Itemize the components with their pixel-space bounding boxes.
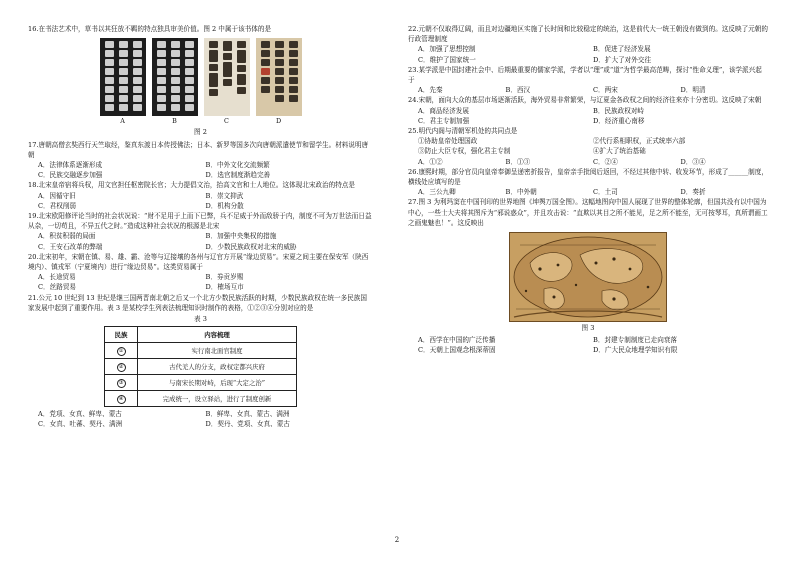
table-row [105, 375, 297, 391]
row-content: 古代羌人的分支，政权定都兴庆府 [138, 359, 297, 375]
q19-option-a: A．积贫积弱的局面 [38, 232, 96, 241]
q21-options [28, 409, 373, 429]
q23-option-b: B．西汉 [505, 86, 531, 95]
q18-option-d: D．机构分散 [205, 201, 244, 210]
figure-label-d: D [275, 117, 282, 126]
q22-option-d: D．扩大了对外交往 [593, 55, 652, 64]
table-row [105, 343, 297, 359]
q25-statement-2: ②代行系相职权，正式统率六部 [593, 137, 686, 146]
q24-options [408, 106, 768, 126]
left-column [28, 24, 373, 430]
figure-2-caption: 图 2 [194, 128, 207, 137]
q27-option-b: B．封建专制制度已走向衰落 [593, 336, 677, 345]
table-row [105, 391, 297, 407]
q25-option-a: A．①② [418, 157, 443, 166]
q20-option-b: B．券贡岁赐 [205, 273, 244, 282]
world-map-drawing [510, 233, 666, 321]
right-column [408, 24, 768, 356]
figure-label-b: B [172, 117, 177, 126]
page-number: 2 [394, 536, 400, 544]
q17-option-d: D．选官制度渐趋完善 [205, 171, 271, 180]
q25-options [408, 157, 768, 167]
table-header-row [105, 327, 297, 343]
q18-option-b: B．崇文抑武 [205, 191, 244, 200]
row-number: ① [117, 347, 126, 356]
row-content: 实行南北面官制度 [138, 343, 297, 359]
q22-option-b: B．促进了经济发展 [593, 45, 651, 54]
q25-stem: 25.明代内阁与清朝军机处的共同点是 [408, 127, 518, 136]
q22-stem: 22.元朝不仅取得辽阔，而且对边疆地区实施了长时间和比较稳定的统治，这是前代大一统王朝没有做到的。这反映了元朝的行政管理制度 [408, 25, 768, 44]
q25-statement-4: ④扩大了统治基础 [593, 147, 646, 156]
calligraphy-a-image [100, 38, 146, 116]
q22-options [408, 44, 768, 64]
q21-option-a: A．党项、女真、鲜卑、蒙古 [38, 410, 122, 419]
row-content: 与南宋长期对峙，后现“大定之治” [138, 375, 297, 391]
q24-option-b: B．民族政权对峙 [593, 106, 645, 115]
q18-option-a: A．因循守旧 [38, 191, 76, 200]
q17-option-a: A．法律体系逐渐形成 [38, 161, 103, 170]
calligraphy-c-image [204, 38, 250, 116]
q24-option-c: C．君主专制加强 [418, 116, 470, 125]
q18-options [28, 191, 373, 211]
q23-stem: 23.某学派是中国封建社会中、后期最重要的儒家学派，学者以“理”或“道”为哲学最高范畴，探讨“性命义理”，该学派兴起于 [408, 65, 762, 85]
q26-option-c: C．土司 [593, 188, 618, 197]
q20-option-a: A．长途贸易 [38, 273, 76, 282]
figure-label-a: A [120, 117, 125, 126]
q26-options [408, 187, 768, 197]
q16-stem: 16.在书法艺术中，草书以其狂放不羁的特点独具审美价值。图 2 中属于该书体的是 [28, 25, 272, 33]
q27-option-d: D．广大民众地理学知识有限 [593, 346, 678, 355]
q27-option-a: A．西学在中国的广泛传播 [418, 336, 496, 345]
q26-option-d: D．奏折 [680, 188, 706, 197]
q21-option-c: C．女真、吐蕃、契丹、满洲 [38, 420, 123, 429]
q25-statement-1: ①协助皇帝处理国政 [418, 137, 478, 146]
q25-statements [408, 136, 768, 156]
q26-option-b: B．中外朝 [505, 188, 537, 197]
q21-stem: 21.公元 10 世纪到 13 世纪是继三国两晋南北朝之后又一个北方少数民族活跃的时期，少数民族政权在统一多民族国家发展中起到了重要作用。表 3 是某校学生列表法梳理知识时制作的表格，①②③④分别对应的是 [28, 293, 367, 312]
q19-option-d: D．少数民族政权对北宋的威胁 [205, 242, 297, 251]
calligraphy-b-image [152, 38, 198, 116]
q17-options [28, 160, 373, 180]
q23-option-c: C．两宋 [593, 86, 618, 95]
table-header-ethnic: 民族 [105, 327, 138, 343]
q16-figure-labels [28, 116, 373, 126]
q16-calligraphy-figures [28, 38, 373, 116]
q23-option-a: A．先秦 [418, 86, 443, 95]
q26-option-a: A．三公九卿 [418, 188, 456, 197]
row-content: 完成统一，设立驿站，进行了制度创新 [138, 391, 297, 407]
q25-option-b: B．①③ [505, 157, 531, 166]
figure-label-c: C [224, 117, 229, 126]
q25-option-c: C．②④ [593, 157, 618, 166]
q25-statement-3: ③防止大臣专权，强化君主专制 [418, 147, 511, 156]
q18-option-c: C．君权削弱 [38, 201, 77, 210]
q21-option-b: B．鲜卑、女真、蒙古、满洲 [205, 410, 290, 419]
q23-options [408, 85, 768, 95]
q21-option-d: D．契丹、党项、女真、蒙古 [205, 420, 290, 429]
q20-option-d: D．榷场互市 [205, 283, 244, 292]
q19-options [28, 231, 373, 251]
q25-option-d: D．③④ [680, 157, 706, 166]
q24-option-d: D．经济重心南移 [593, 116, 645, 125]
table-3 [104, 326, 297, 407]
figure-3-caption: 图 3 [581, 324, 595, 333]
q27-stem: 27.图 3 为利玛窦在中国刊印的世界地图《坤舆万国全图》。这幅地图向中国人展现了世界的整体轮廓，但国共没有以中国为中心，一些士大夫将其图斥为“邪说惑众”，并且攻击说：“直欺以其目之所不能见，足之所不能至，无可按琴耳，真所谓画工之画鬼魅也！”。这反映出 [408, 198, 768, 227]
q18-stem: 18.北宋皇帝宿将兵权，用文官担任枢密院长官；大力提倡文治，抬高文官和士人地位。这体现北宋政治的特点是 [28, 181, 355, 190]
row-number: ④ [117, 395, 126, 404]
q22-option-c: C．维护了国家统一 [418, 55, 476, 64]
q20-options [28, 272, 373, 292]
q17-option-b: B．中外文化交流频繁 [205, 161, 270, 170]
table-row [105, 359, 297, 375]
table-3-caption: 表 3 [194, 315, 207, 324]
q17-option-c: C．民族交融逐步加强 [38, 171, 103, 180]
q22-option-a: A．加强了思想控制 [418, 45, 476, 54]
table-header-content: 内容梳理 [138, 327, 297, 343]
row-number: ③ [117, 379, 126, 388]
q19-stem: 19.北宋欧阳修评论当时的社会状况说：“财不足用于上而下已弊，兵不足威于外而敌骄于内，制度不可为万世法而日益从杂，一切苟且，不异五代之时。”造成这种社会状况的根源是北宋 [28, 212, 372, 231]
row-number: ② [117, 363, 126, 372]
q20-option-c: C．丝路贸易 [38, 283, 77, 292]
q23-option-d: D．明清 [680, 86, 706, 95]
q24-stem: 24.宋朝，面向大众的基层市场逐渐活跃，海外贸易非常繁荣，与辽夏金各政权之间的经济往来亦十分密切。这反映了宋朝 [408, 96, 762, 105]
q17-stem: 17.唐朝高僧玄奘西行天竺取经，鉴真东渡日本传授佛法；日本、新罗等国多次向唐朝派遣使节和留学生。材料说明唐朝 [28, 140, 369, 159]
q19-option-b: B．加强中央集权的措施 [205, 232, 277, 241]
world-map-image [509, 232, 667, 322]
q20-stem: 20.北宋初年，宋朝在镇、易、雄、霸、沧等与辽接壤的各州与辽官方开展“缘边贸易”。宋夏之间主要在保安军（陕西境内）、镇戎军（宁夏境内）进行“缘边贸易”。这类贸易属于 [28, 252, 369, 272]
q27-option-c: C．天朝上国观念根深蒂固 [418, 346, 496, 355]
q26-stem: 26.康熙时期，部分官员向皇帝奉御呈递密折报告，皇帝亲手批阅后返回，不经过其他中转、收发环节，形成了______制度，横线处应填写的是 [408, 167, 768, 187]
q24-option-a: A．商品经济发展 [418, 106, 469, 115]
calligraphy-d-image [256, 38, 302, 116]
q19-option-c: C．王安石改革的弊端 [38, 242, 103, 251]
q27-options [408, 335, 768, 355]
